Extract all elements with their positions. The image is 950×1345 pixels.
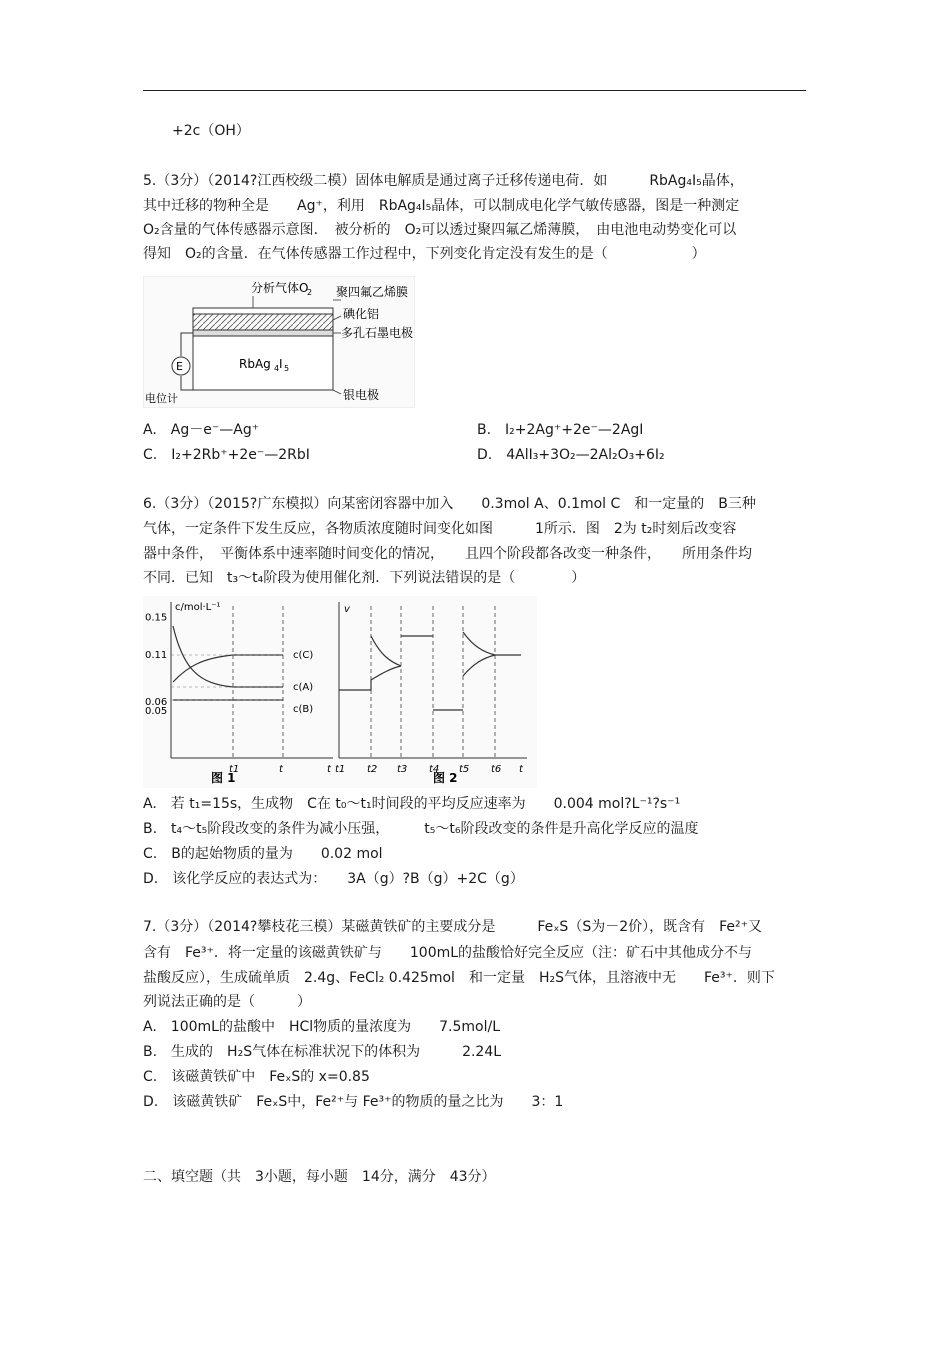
fig1-label-c: c(C) — [293, 650, 314, 661]
label-graphite: 多孔石墨电极 — [341, 326, 414, 340]
fig1-label-b: c(B) — [293, 704, 314, 715]
label-meter: 电位计 — [145, 392, 178, 405]
q7-option-c: C. 该磁黄铁矿中 FeₓS的 x=0.85 — [143, 1069, 370, 1085]
header-rule — [143, 90, 806, 91]
q5-option-c: C. I₂+2Rb⁺+2e⁻—2RbI — [143, 447, 310, 463]
q5-option-d: D. 4AlI₃+3O₂—2Al₂O₃+6I₂ — [477, 447, 665, 463]
q7-line-4: 列说法正确的是（ ） — [143, 994, 311, 1010]
q7-option-d: D. 该磁黄铁矿 FeₓS中，Fe²⁺与 Fe³⁺的物质的量之比为 3：1 — [143, 1094, 564, 1110]
fig2-xtick-2: t3 — [397, 764, 408, 775]
fig1-ylabel: c/mol·L⁻¹ — [175, 602, 221, 613]
ai-layer — [193, 314, 333, 330]
section-2-heading: 二、填空题（共 3小题，每小题 14分，满分 43分） — [143, 1169, 496, 1185]
q6-line-2: 气体，一定条件下发生反应，各物质浓度随时间变化如图 1所示．图 2为 t₂时刻后改变容 — [143, 521, 737, 537]
label-crystal-sub1: 4 — [274, 364, 280, 373]
q6-option-a: A. 若 t₁=15s，生成物 C在 t₀～t₁时间段的平均反应速率为 0.004 mol?L⁻¹?s⁻¹ — [143, 796, 681, 812]
fig2-ylabel: v — [344, 604, 350, 615]
fig2-xtick-5: t6 — [491, 764, 502, 775]
q6-option-c: C. B的起始物质的量为 0.02 mol — [143, 846, 383, 862]
label-ptfe: 聚四氟乙烯膜 — [336, 285, 409, 299]
fig1-xtick-1: t — [279, 764, 283, 775]
q5-line-3: O₂含量的气体传感器示意图． 被分析的 O₂可以透过聚四氟乙烯薄膜， 由电池电动势变化可以 — [143, 222, 737, 238]
label-gas: 分析气体O — [251, 281, 309, 295]
fig2-xtick-4: t5 — [459, 764, 470, 775]
fig2-title: 图 2 — [433, 771, 458, 785]
label-gas-sub: 2 — [307, 288, 313, 297]
fig2-xtick-1: t2 — [367, 764, 378, 775]
q7-option-a: A. 100mL的盐酸中 HCl物质的量浓度为 7.5mol/L — [143, 1019, 501, 1035]
q6-line-1: 6.（3分）（2015?广东模拟）向某密闭容器中加入 0.3mol A、0.1mol C 和一定量的 B三种 — [143, 496, 756, 512]
label-e: E — [176, 360, 183, 373]
q5-line-1: 5.（3分）（2014?江西校级二模）固体电解质是通过离子迁移传递电荷．如 RbAg₄I₅晶体， — [143, 173, 744, 189]
label-crystal: RbAg — [239, 357, 271, 371]
fig1-title: 图 1 — [211, 771, 236, 785]
q5-sensor-figure — [143, 276, 415, 408]
fig2-xtick-6: t — [519, 764, 523, 775]
fig1-ytick-3: 0.05 — [145, 706, 168, 718]
fig1-ytick-0: 0.15 — [145, 612, 168, 624]
q5-line-4: 得知 O₂的含量．在气体传感器工作过程中，下列变化肯定没有发生的是（ ） — [143, 246, 706, 262]
ptfe-layer — [193, 308, 333, 314]
q6-option-d: D. 该化学反应的表达式为： 3A（g）?B（g）+2C（g） — [143, 871, 524, 887]
fig1-label-a: c(A) — [293, 682, 314, 693]
q6-line-4: 不同．已知 t₃～t₄阶段为使用催化剂．下列说法错误的是（ ） — [143, 570, 586, 586]
fig1-xtick-0: t1 — [229, 764, 240, 775]
q6-line-3: 器中条件， 平衡体系中速率随时间变化的情况， 且四个阶段都各改变一种条件， 所用条件均 — [143, 546, 752, 562]
fig2-xtick-3: t4 — [429, 764, 440, 775]
q7-option-b: B. 生成的 H₂S气体在标准状况下的体积为 2.24L — [143, 1044, 502, 1060]
fig2-xtick-0: t1 — [335, 764, 346, 775]
graphite-layer — [193, 330, 333, 336]
label-crystal-sub2: 5 — [284, 364, 290, 373]
q5-option-a: A. Ag－e⁻—Ag⁺ — [143, 422, 260, 438]
q7-line-2: 含有 Fe³⁺．将一定量的该磁黄铁矿与 100mL的盐酸恰好完全反应（注：矿石中其他成分不与 — [143, 945, 753, 961]
fig1-ytick-2: 0.06 — [145, 696, 168, 708]
q7-line-3: 盐酸反应），生成硫单质 2.4g、FeCl₂ 0.425mol 和一定量 H₂S气体，且溶液中无 Fe³⁺．则下 — [143, 970, 775, 986]
top-fragment: +2c（OH） — [172, 123, 250, 139]
q6-figures — [143, 596, 537, 788]
fig1-xlabel: t — [327, 764, 331, 775]
label-ai: 碘化铝 — [343, 307, 380, 321]
q5-line-2: 其中迁移的物种全是 Ag⁺，利用 RbAg₄I₅晶体，可以制成电化学气敏传感器，图是一种测定 — [143, 198, 740, 214]
label-crystal-mid: I — [279, 357, 283, 371]
fig1-ytick-1: 0.11 — [145, 649, 168, 661]
q6-option-b: B. t₄～t₅阶段改变的条件为减小压强， t₅～t₆阶段改变的条件是升高化学反应的温度 — [143, 821, 699, 837]
q5-option-b: B. I₂+2Ag⁺+2e⁻—2AgI — [477, 422, 644, 438]
label-silver: 银电极 — [343, 388, 380, 402]
q7-line-1: 7.（3分）（2014?攀枝花三模）某磁黄铁矿的主要成分是 FeₓS（S为－2价），既含有 Fe²⁺又 — [143, 919, 763, 935]
